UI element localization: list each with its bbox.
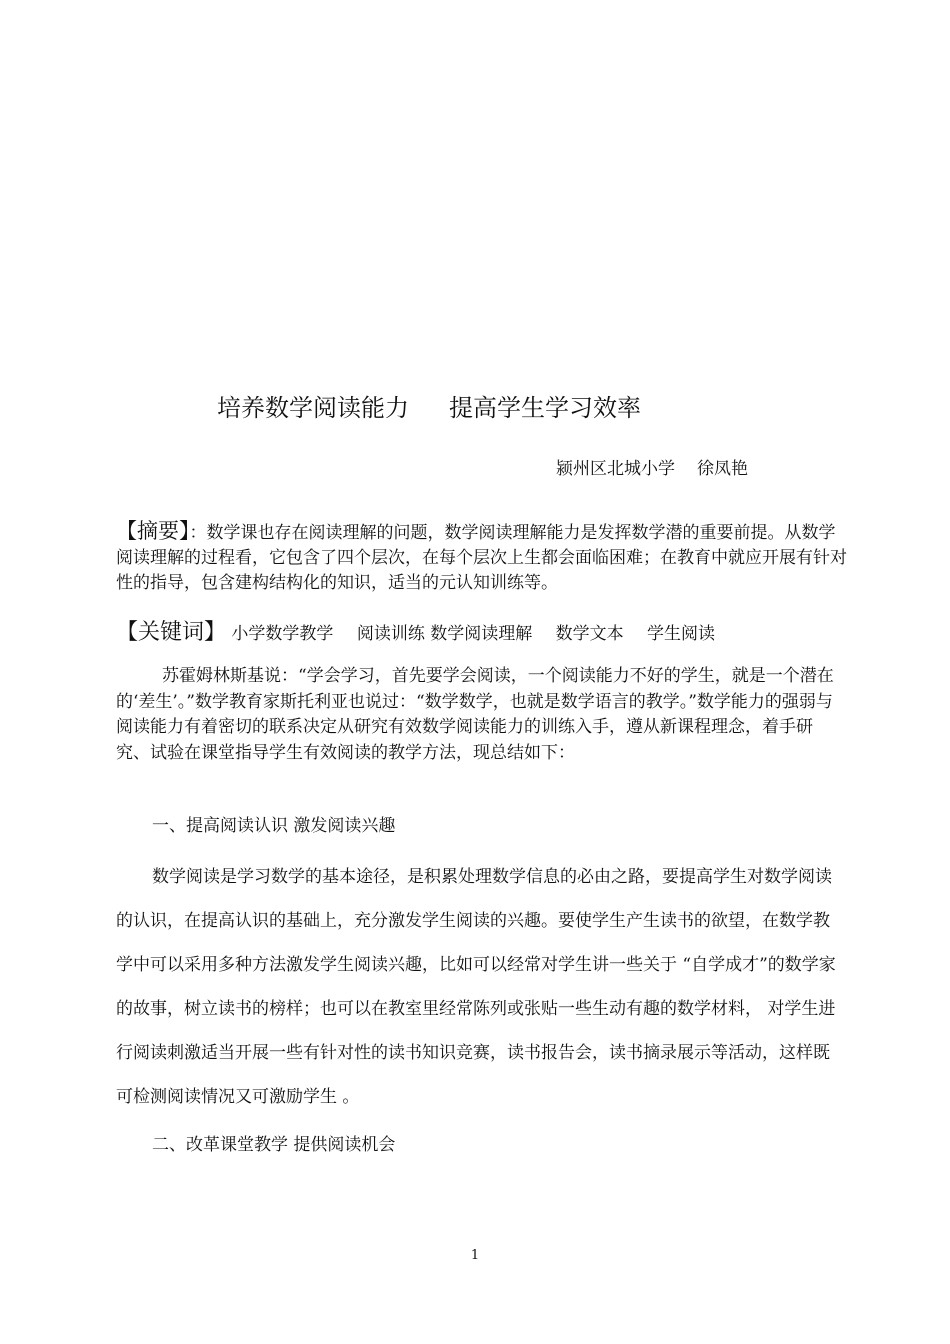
title-part-1: 培养数学阅读能力 [217,394,409,422]
author-school: 颍州区北城小学 [556,459,675,479]
document-title [217,388,641,423]
keyword-item: 数学文本 [555,624,624,644]
intro-paragraph: 苏霍姆林斯基说：“学会学习，首先要学会阅读，一个阅读能力不好的学生，就是一个潜在的‘差生’。”数学教育家斯托利亚也说过：“数学数学，也就是数学语言的教学。”数学能力的强弱与阅读能力有着密切的联系决定从研究有效数学阅读能力的训练入手，遵从新课程理念，着手研究、试验在课堂指导学生有效阅读的教学方法，现总结如下： [116,666,834,763]
page-number: 1 [470,1248,480,1263]
abstract [116,519,852,596]
section-1-body: 数学阅读是学习数学的基本途径，是积累处理数学信息的必由之路，要提高学生对数学阅读的认识，在提高认识的基础上，充分激发学生阅读的兴趣。要使学生产生读书的欲望，在数学教学中可以采用多种方法激发学生阅读兴趣，比如可以经常对学生讲一些关于 “自学成才”的数学家的故事，树立读书的榜样；也可以在教室里经常陈列或张贴一些生动有趣的数学材料， 对学生进行阅读刺激适当开展一些有针对性的读书知识竞赛，读书报告会，读书摘录展示等活动，这样既可检测阅读情况又可激励学生 。 [116,867,836,1107]
section-2-heading: 二、改革课堂教学 提供阅读机会 [152,1135,396,1155]
title-part-2: 提高学生学习效率 [449,394,641,422]
abstract-text: ：数学课也存在阅读理解的问题，数学阅读理解能力是发挥数学潜的重要前提。从数学阅读理解的过程看，它包含了四个层次，在每个层次上生都会面临困难；在教育中就应开展有针对性的指导，包含建构结构化的知识，适当的元认知训练等。 [116,523,847,593]
section-1-heading: 一、提高阅读认识 激发阅读兴趣 [152,816,396,836]
keyword-item: 阅读训练 数学阅读理解 [356,624,533,644]
keywords [116,615,733,646]
abstract-label: 【摘要】 [116,519,190,543]
keyword-item: 学生阅读 [647,624,716,644]
author-line [556,454,748,479]
keyword-item: 小学数学教学 [231,624,334,644]
author-name: 徐凤艳 [697,459,748,479]
keywords-label: 【关键词】 [116,620,227,645]
